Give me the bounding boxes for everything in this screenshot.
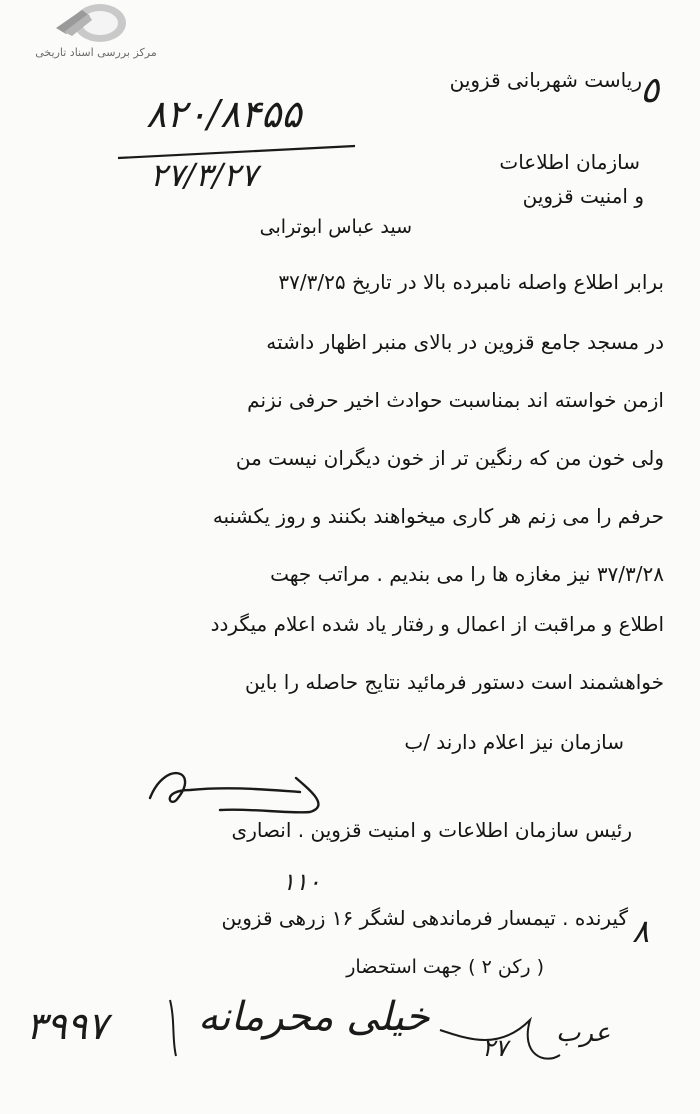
sender-line-1: سازمان اطلاعات	[499, 150, 640, 174]
margin-mark-top-right: ٥	[640, 70, 660, 111]
signatory: رئیس سازمان اطلاعات و امنیت قزوین . انصاری	[231, 818, 632, 842]
sender-line-2: و امنیت قزوین	[522, 184, 644, 208]
body-line-9: سازمان نیز اعلام دارند /ب	[404, 730, 624, 754]
body-line-8: خواهشمند است دستور فرمائید نتایج حاصله را باین	[244, 670, 664, 694]
body-line-5: حرفم را می زنم هر کاری میخواهند بکنند و روز یکشنبه	[212, 504, 664, 528]
initials: ۱۱۰	[282, 868, 321, 896]
cc-line-1: گیرنده . تیمسار فرماندهی لشگر ۱۶ زرهی قزوین	[221, 906, 628, 930]
classification-stamp: خیلی محرمانه	[198, 994, 430, 1040]
margin-mark-right: ٨	[632, 912, 650, 950]
body-line-1: برابر اطلاع واصله نامبرده بالا در تاریخ ۳۷/۳/۲۵	[278, 270, 664, 294]
reference-number: ۸۲۰/۸۴۵۵	[146, 92, 302, 136]
recipient: ریاست شهربانی قزوین	[449, 68, 642, 92]
reference-date: ۲۷/۳/۲۷	[150, 156, 258, 194]
subject: سید عباس ابوترابی	[259, 216, 412, 238]
body-line-6: ۳۷/۳/۲۸ نیز مغازه ها را می بندیم . مراتب جهت	[270, 562, 664, 586]
file-number: ۳۹۹۷	[26, 1004, 108, 1048]
body-line-2: در مسجد جامع قزوین در بالای منبر اظهار داشته	[266, 330, 664, 354]
archive-name: مرکز بررسی اسناد تاریخی	[35, 46, 157, 59]
receipt-date: ۲۷	[482, 1034, 508, 1062]
body-line-7: اطلاع و مراقبت از اعمال و رفتار یاد شده اعلام میگردد	[210, 612, 664, 636]
body-line-4: ولی خون من که رنگین تر از خون دیگران نیست من	[235, 446, 664, 470]
receipt-note: عرب	[556, 1018, 611, 1048]
cc-line-2: ( رکن ۲ ) جهت استحضار	[346, 956, 544, 978]
body-line-3: ازمن خواسته اند بمناسبت حوادث اخیر حرفی نزنم	[247, 388, 664, 412]
